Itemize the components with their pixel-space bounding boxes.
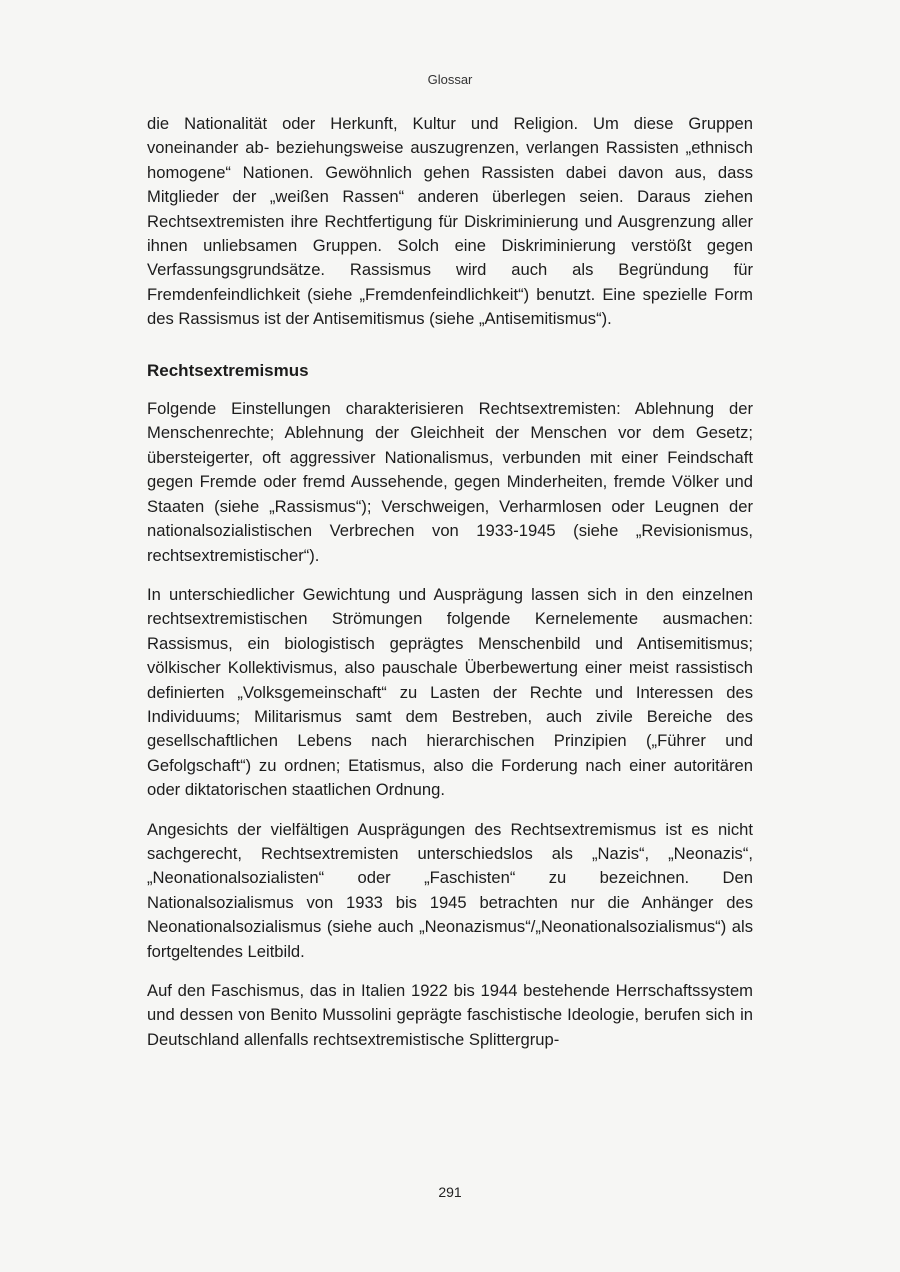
intro-paragraph: die Nationalität oder Herkunft, Kultur und Religion. Um diese Gruppen voneinander ab- beziehungsweise auszugrenzen, verlangen Rassisten „ethnisch homogene“ Nationen. Gewöhnlich gehen Rassisten dabei davon aus, dass Mitglieder der „weißen Rassen“ anderen überlegen seien. Daraus ziehen Rechtsextremisten ihre Rechtfertigung für Diskriminierung und Ausgrenzung aller ihnen unliebsamen Gruppen. Solch eine Diskriminierung verstößt gegen Verfassungsgrundsätze. Rassismus wird auch als Begründung für Fremdenfeindlichkeit (siehe „Fremdenfeindlichkeit“) benutzt. Eine spezielle Form des Rassismus ist der Antisemitismus (siehe „Antisemitismus“).	[147, 114, 753, 329]
paragraph-3: Angesichts der vielfältigen Ausprägungen des Rechtsextremismus ist es nicht sachgerecht, Rechtsextremisten unterschiedslos als „Nazis“, „Neonazis“, „Neonationalsozialisten“ oder „Faschisten“ zu bezeichnen. Den Nationalsozialismus von 1933 bis 1945 betrachten nur die Anhänger des Neonationalsozialismus (siehe auch „Neonazismus“/„Neonationalsozialismus“) als fortgeltendes Leitbild.	[147, 819, 753, 961]
paragraph-1: Folgende Einstellungen charakterisieren Rechtsextremisten: Ablehnung der Menschenrechte; Ablehnung der Gleichheit der Menschen vor dem Gesetz; übersteigerter, oft aggressiver Nationalismus, verbunden mit einer Feindschaft gegen Fremde oder fremd Aussehende, gegen Minderheiten, fremde Völker und Staaten (siehe „Rassismus“); Verschweigen, Verharmlosen oder Leugnen der nationalsozialistischen Verbrechen von 1933-1945 (siehe „Revisionismus, rechtsextremistischer“).	[147, 399, 753, 565]
running-header: Glossar	[427, 72, 473, 87]
paragraph-2: In unterschiedlicher Gewichtung und Ausprägung lassen sich in den einzelnen rechtsextremistischen Strömungen folgende Kernelemente ausmachen: Rassismus, ein biologistisch geprägtes Menschenbild und Antisemitismus; völkischer Kollektivismus, also pauschale Überbewertung einer meist rassistisch definierten „Volksgemeinschaft“ zu Lasten der Rechte und Interessen des Individuums; Militarismus samt dem Bestreben, auch zivile Bereiche des gesellschaftlichen Lebens nach hierarchischen Prinzipien („Führer und Gefolgschaft“) zu ordnen; Etatismus, also die Forderung nach einer autoritären oder diktatorischen staatlichen Ordnung.	[147, 584, 753, 800]
page-number: 291	[438, 1184, 462, 1200]
paragraph-4: Auf den Faschismus, das in Italien 1922 bis 1944 bestehende Herrschaftssystem und dessen von Benito Mussolini geprägte faschistische Ideologie, berufen sich in Deutschland allenfalls rechtsextremistische Splittergrup-	[147, 981, 753, 1049]
body-text	[147, 112, 753, 1067]
section-heading: Rechtsextremismus	[147, 360, 309, 380]
